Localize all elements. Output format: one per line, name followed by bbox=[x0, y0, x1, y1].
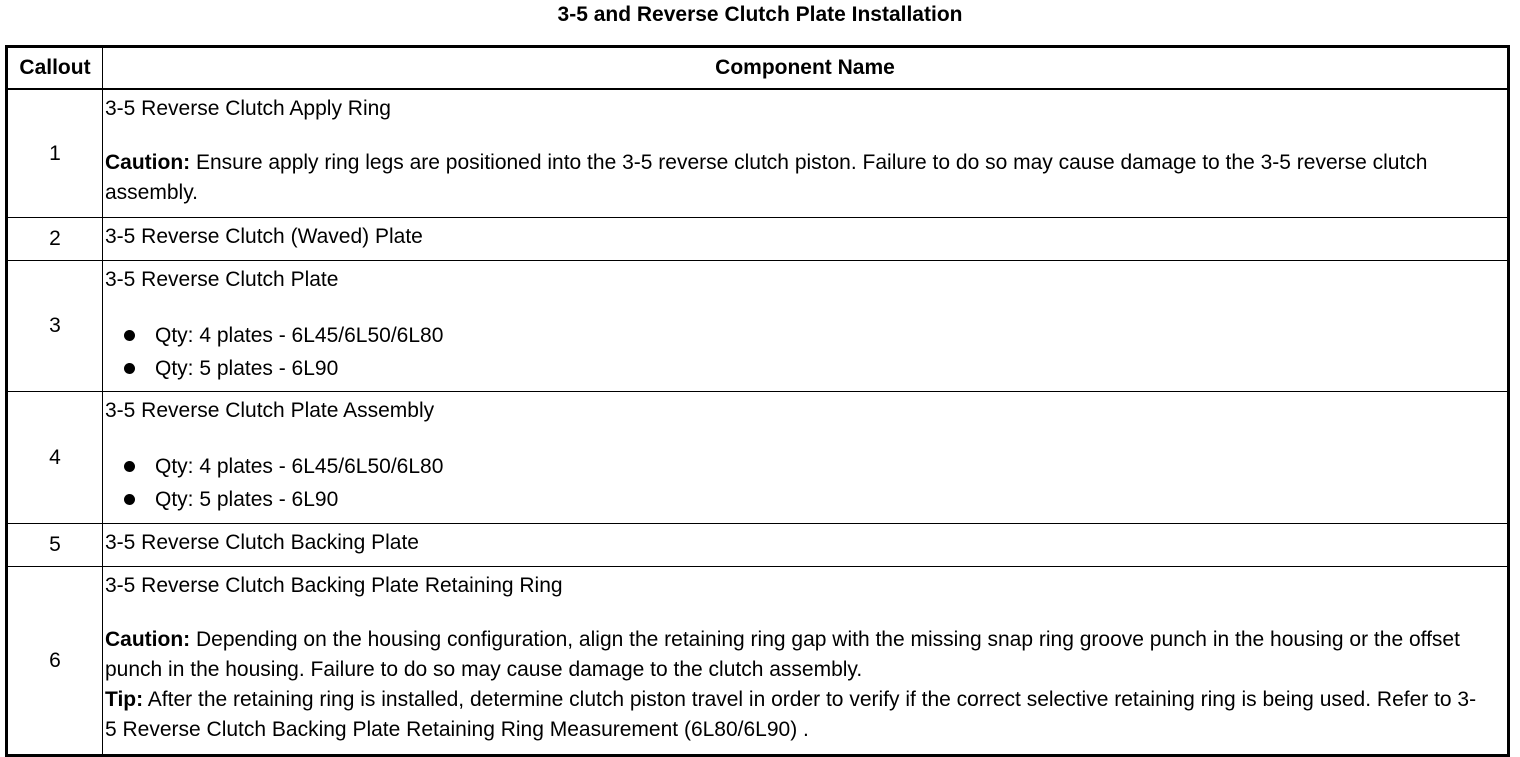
component-cell bbox=[103, 89, 1509, 218]
component-name: 3-5 Reverse Clutch Plate bbox=[105, 268, 339, 291]
header-component-name: Component Name bbox=[103, 47, 1509, 90]
tip-text: After the retaining ring is installed, determine clutch piston travel in order to verify if the correct selective retaining ring is being used. Refer to 3-5 Reverse Clutch Backing Plate Retaining Ring Measurement (6L80/6L90) . bbox=[105, 688, 1477, 741]
page-title: 3-5 and Reverse Clutch Plate Installation bbox=[557, 3, 963, 26]
component-name: 3-5 Reverse Clutch (Waved) Plate bbox=[105, 225, 423, 248]
caution-note: Caution: Ensure apply ring legs are positioned into the 3-5 reverse clutch piston. Failure to do so may cause damage to the 3-5 reverse clutch assembly. bbox=[105, 151, 1428, 204]
list-item: Qty: 4 plates - 6L45/6L50/6L80 bbox=[105, 450, 1507, 483]
parts-table bbox=[5, 45, 1510, 757]
callout-number: 4 bbox=[7, 392, 103, 524]
list-item: Qty: 4 plates - 6L45/6L50/6L80 bbox=[105, 319, 1507, 352]
list-item: Qty: 5 plates - 6L90 bbox=[105, 483, 1507, 516]
table-row bbox=[7, 261, 1509, 392]
list-item: Qty: 5 plates - 6L90 bbox=[105, 352, 1507, 385]
quantity-list bbox=[105, 319, 1507, 385]
component-cell bbox=[103, 524, 1509, 567]
table-row bbox=[7, 392, 1509, 524]
component-name: 3-5 Reverse Clutch Plate Assembly bbox=[105, 399, 435, 422]
caution-text: Ensure apply ring legs are positioned into the 3-5 reverse clutch piston. Failure to do so may cause damage to the 3-5 reverse clutch assembly. bbox=[105, 151, 1428, 204]
callout-number: 2 bbox=[7, 218, 103, 261]
component-cell bbox=[103, 392, 1509, 524]
tip-label: Tip: bbox=[105, 688, 144, 711]
component-cell bbox=[103, 261, 1509, 392]
table-row bbox=[7, 524, 1509, 567]
callout-number: 3 bbox=[7, 261, 103, 392]
header-callout: Callout bbox=[7, 47, 103, 90]
component-name: 3-5 Reverse Clutch Backing Plate Retaining Ring bbox=[105, 574, 563, 597]
callout-number: 5 bbox=[7, 524, 103, 567]
bullet-icon bbox=[124, 494, 135, 505]
caution-label: Caution bbox=[105, 151, 184, 174]
component-cell bbox=[103, 567, 1509, 756]
bullet-icon bbox=[124, 330, 135, 341]
table-header-row bbox=[7, 47, 1509, 90]
table-row bbox=[7, 218, 1509, 261]
bullet-icon bbox=[124, 461, 135, 472]
tip-note bbox=[105, 685, 1507, 745]
callout-number: 6 bbox=[7, 567, 103, 756]
component-name: 3-5 Reverse Clutch Backing Plate bbox=[105, 531, 419, 554]
table-row bbox=[7, 89, 1509, 218]
callout-number: 1 bbox=[7, 89, 103, 218]
table-row bbox=[7, 567, 1509, 756]
component-name: 3-5 Reverse Clutch Apply Ring bbox=[105, 97, 391, 120]
caution-text: Depending on the housing configuration, align the retaining ring gap with the missing snap ring groove punch in the housing or the offset punch in the housing. Failure to do so may cause damage to the clutch assembly. bbox=[105, 628, 1460, 681]
component-cell bbox=[103, 218, 1509, 261]
caution-note: Caution: Depending on the housing configuration, align the retaining ring gap with the missing snap ring groove punch in the housing or the offset punch in the housing. Failure to do so may cause damage to the clutch assembly. bbox=[105, 628, 1460, 681]
caution-label: Caution bbox=[105, 628, 184, 651]
quantity-list bbox=[105, 450, 1507, 516]
bullet-icon bbox=[124, 363, 135, 374]
